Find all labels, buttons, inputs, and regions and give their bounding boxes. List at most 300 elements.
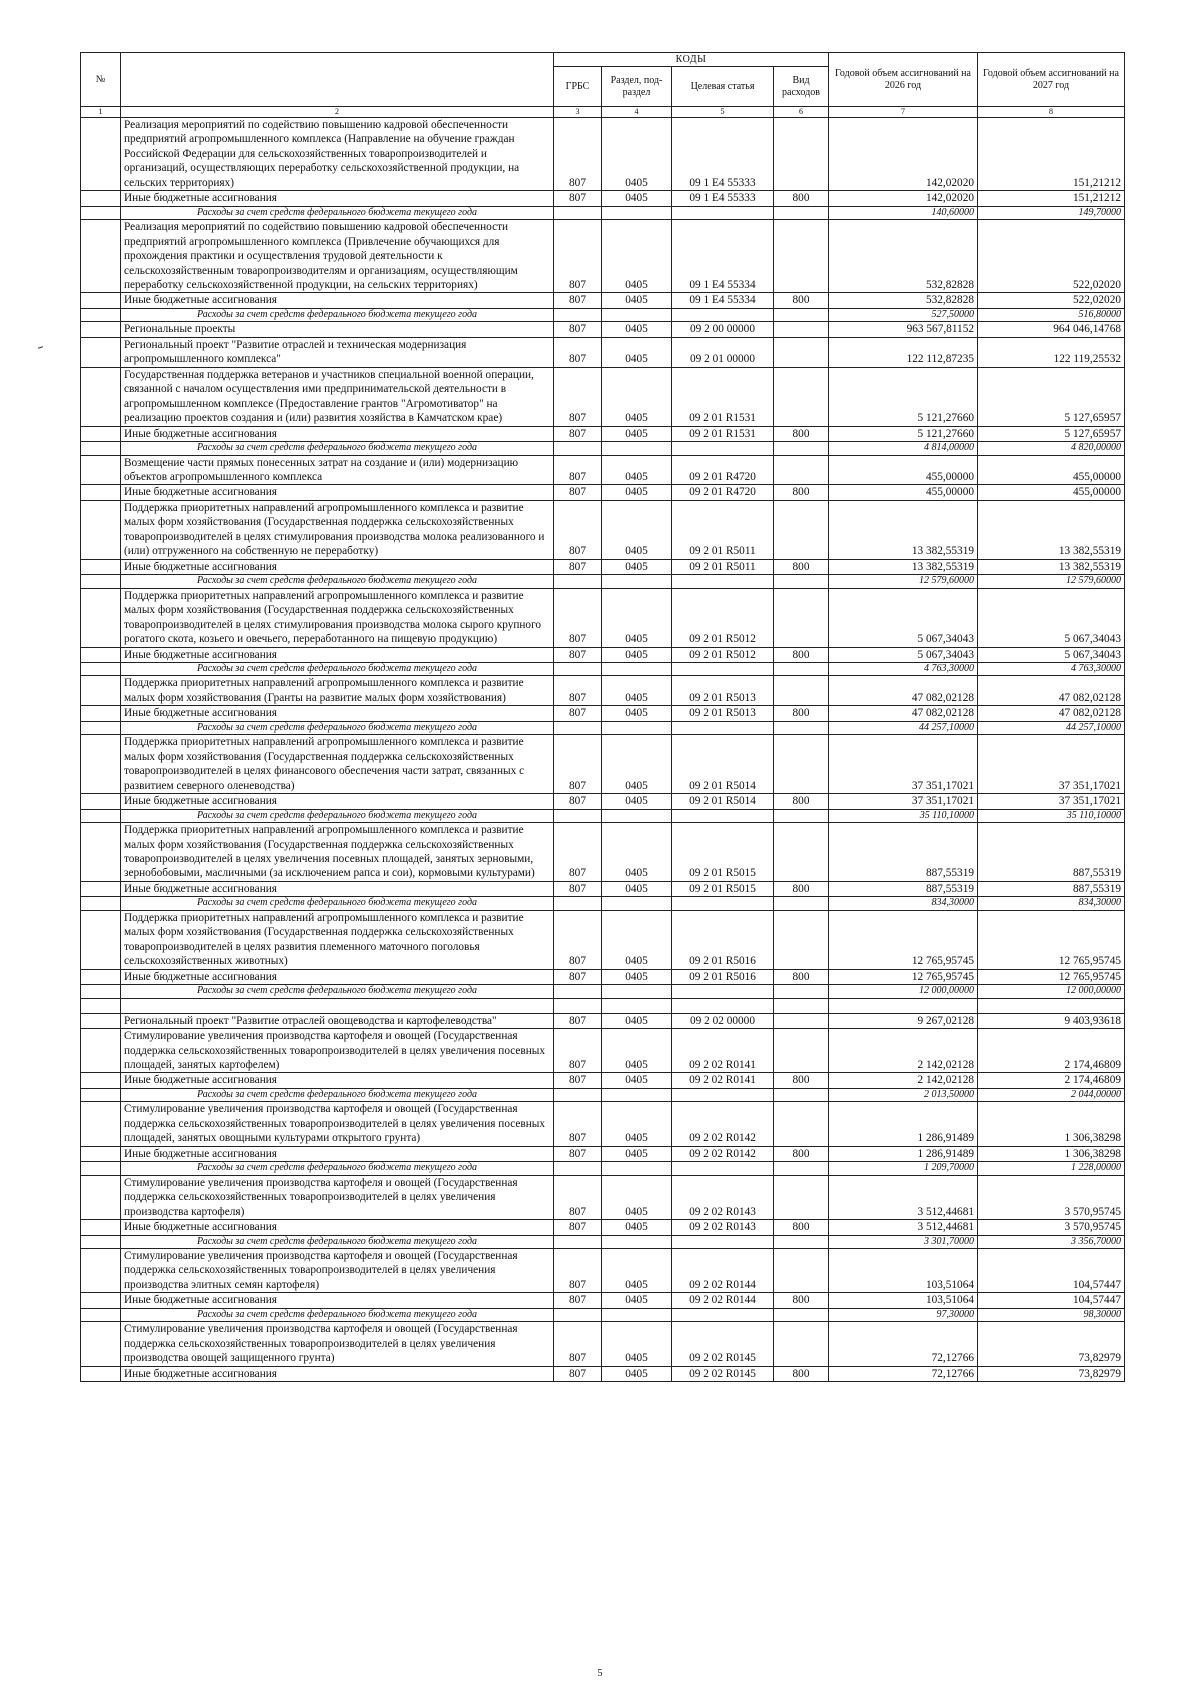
cell-number (81, 706, 121, 721)
cell-number (81, 1322, 121, 1366)
cell-target-article: 09 2 02 R0141 (672, 1073, 774, 1088)
table-row (81, 1322, 1125, 1366)
cell-volume-2027: 13 382,55319 (978, 500, 1125, 559)
column-number: 5 (672, 107, 774, 118)
cell-volume-2027: 5 127,65957 (978, 426, 1125, 441)
cell-section: 0405 (602, 1073, 672, 1088)
cell-name: Стимулирование увеличения производства картофеля и овощей (Государственная поддержка сельскохозяйственных товаропроизводителей в целях увеличения посевных площадей, занятых картофелем) (121, 1029, 554, 1073)
cell-number (81, 1073, 121, 1088)
cell-volume-2026: 3 512,44681 (829, 1220, 978, 1235)
cell-target-article (672, 1162, 774, 1176)
cell-expense-type (774, 721, 829, 735)
cell-expense-type (774, 1235, 829, 1249)
cell-expense-type: 800 (774, 794, 829, 809)
cell-expense-type: 800 (774, 485, 829, 500)
cell-grbs: 807 (554, 337, 602, 367)
cell-name: Расходы за счет средств федерального бюджета текущего года (121, 575, 554, 589)
cell-number (81, 809, 121, 823)
cell-grbs: 807 (554, 647, 602, 662)
table-row (81, 426, 1125, 441)
cell-number (81, 647, 121, 662)
cell-section: 0405 (602, 794, 672, 809)
cell-volume-2026: 13 382,55319 (829, 559, 978, 574)
cell-name: Поддержка приоритетных направлений агропромышленного комплекса и развитие малых форм хозяйствования (Государственная поддержка сельскохозяйственных товаропроизводителей в целях стимулирования производства молока реализованного и (или) отгруженного на собственную не переработку) (121, 500, 554, 559)
cell-target-article: 09 2 01 R5011 (672, 500, 774, 559)
cell-target-article: 09 2 02 00000 (672, 1013, 774, 1028)
cell-expense-type (774, 575, 829, 589)
cell-target-article: 09 2 02 R0144 (672, 1293, 774, 1308)
cell-expense-type (774, 910, 829, 969)
cell-number (81, 1088, 121, 1102)
cell-target-article: 09 2 02 R0145 (672, 1366, 774, 1381)
cell-volume-2026: 72,12766 (829, 1322, 978, 1366)
cell-number (81, 191, 121, 206)
header-section: Раздел, под-раздел (602, 67, 672, 107)
cell-target-article: 09 2 02 R0141 (672, 1029, 774, 1073)
cell-name: Поддержка приоритетных направлений агропромышленного комплекса и развитие малых форм хозяйствования (Государственная поддержка сельскохозяйственных товаропроизводителей в целях финансового обеспечения части затрат, связанных с развитием северного оленеводства) (121, 735, 554, 794)
cell-number (81, 559, 121, 574)
cell-grbs (554, 575, 602, 589)
federal-funds-row (81, 809, 1125, 823)
cell-volume-2027: 12 579,60000 (978, 575, 1125, 589)
cell-target-article (672, 1308, 774, 1322)
table-row (81, 559, 1125, 574)
cell-expense-type: 800 (774, 293, 829, 308)
cell-volume-2027: 964 046,14768 (978, 322, 1125, 337)
table-row (81, 118, 1125, 191)
cell-name: Иные бюджетные ассигнования (121, 969, 554, 984)
cell-volume-2027: 12 000,00000 (978, 985, 1125, 999)
cell-grbs: 807 (554, 676, 602, 706)
cell-section: 0405 (602, 1249, 672, 1293)
cell-volume-2027: 35 110,10000 (978, 809, 1125, 823)
cell-grbs: 807 (554, 1073, 602, 1088)
cell-name: Иные бюджетные ассигнования (121, 191, 554, 206)
table-row (81, 220, 1125, 293)
header-name (121, 53, 554, 107)
column-number: 1 (81, 107, 121, 118)
cell-volume-2027: 104,57447 (978, 1293, 1125, 1308)
cell-section: 0405 (602, 676, 672, 706)
cell-name (121, 998, 554, 1013)
cell-grbs: 807 (554, 500, 602, 559)
cell-grbs (554, 206, 602, 220)
cell-expense-type (774, 442, 829, 456)
cell-grbs: 807 (554, 969, 602, 984)
cell-volume-2027: 834,30000 (978, 897, 1125, 911)
cell-target-article: 09 2 01 R4720 (672, 455, 774, 485)
cell-grbs: 807 (554, 455, 602, 485)
cell-expense-type (774, 676, 829, 706)
cell-volume-2026: 3 301,70000 (829, 1235, 978, 1249)
cell-expense-type: 800 (774, 706, 829, 721)
cell-target-article (672, 897, 774, 911)
scan-mark (38, 346, 43, 348)
cell-name: Стимулирование увеличения производства картофеля и овощей (Государственная поддержка сельскохозяйственных товаропроизводителей в целях увеличения производства картофеля) (121, 1175, 554, 1219)
cell-number (81, 500, 121, 559)
cell-section: 0405 (602, 1175, 672, 1219)
header-grbs: ГРБС (554, 67, 602, 107)
cell-grbs: 807 (554, 706, 602, 721)
cell-volume-2026: 2 013,50000 (829, 1088, 978, 1102)
cell-grbs (554, 897, 602, 911)
cell-name: Поддержка приоритетных направлений агропромышленного комплекса и развитие малых форм хозяйствования (Гранты на развитие малых форм хозяйствования) (121, 676, 554, 706)
cell-expense-type (774, 455, 829, 485)
cell-volume-2026: 963 567,81152 (829, 322, 978, 337)
cell-grbs: 807 (554, 1249, 602, 1293)
header-volume-2027: Годовой объем ассигнований на 2027 год (978, 53, 1125, 107)
cell-volume-2027 (978, 998, 1125, 1013)
federal-funds-row (81, 1162, 1125, 1176)
cell-grbs (554, 1308, 602, 1322)
cell-number (81, 969, 121, 984)
cell-volume-2027: 151,21212 (978, 191, 1125, 206)
cell-expense-type: 800 (774, 559, 829, 574)
cell-expense-type (774, 823, 829, 882)
cell-volume-2026: 887,55319 (829, 881, 978, 896)
cell-volume-2026: 37 351,17021 (829, 735, 978, 794)
cell-target-article (672, 998, 774, 1013)
cell-number (81, 220, 121, 293)
cell-volume-2027: 5 127,65957 (978, 367, 1125, 426)
cell-expense-type (774, 367, 829, 426)
cell-section: 0405 (602, 647, 672, 662)
cell-expense-type: 800 (774, 881, 829, 896)
cell-section (602, 206, 672, 220)
cell-grbs: 807 (554, 118, 602, 191)
cell-volume-2026: 532,82828 (829, 220, 978, 293)
cell-number (81, 1366, 121, 1381)
cell-expense-type (774, 1175, 829, 1219)
cell-expense-type: 800 (774, 1293, 829, 1308)
cell-volume-2026: 47 082,02128 (829, 706, 978, 721)
cell-grbs: 807 (554, 588, 602, 647)
cell-section (602, 1308, 672, 1322)
cell-number (81, 588, 121, 647)
cell-grbs: 807 (554, 1146, 602, 1161)
cell-number (81, 676, 121, 706)
cell-name: Расходы за счет средств федерального бюджета текущего года (121, 206, 554, 220)
cell-grbs: 807 (554, 1293, 602, 1308)
federal-funds-row (81, 1308, 1125, 1322)
cell-section: 0405 (602, 293, 672, 308)
cell-grbs: 807 (554, 881, 602, 896)
cell-volume-2027: 887,55319 (978, 823, 1125, 882)
cell-section (602, 721, 672, 735)
cell-volume-2027: 2 174,46809 (978, 1073, 1125, 1088)
cell-expense-type (774, 1322, 829, 1366)
cell-volume-2026: 142,02020 (829, 191, 978, 206)
header-expense-type: Вид расходов (774, 67, 829, 107)
cell-name: Стимулирование увеличения производства картофеля и овощей (Государственная поддержка сельскохозяйственных товаропроизводителей в целях увеличения производства элитных семян картофеля) (121, 1249, 554, 1293)
cell-section: 0405 (602, 1322, 672, 1366)
cell-volume-2026: 5 067,34043 (829, 588, 978, 647)
cell-volume-2027: 37 351,17021 (978, 735, 1125, 794)
federal-funds-row (81, 721, 1125, 735)
cell-volume-2026: 2 142,02128 (829, 1073, 978, 1088)
cell-target-article: 09 2 01 R5012 (672, 588, 774, 647)
cell-volume-2027: 98,30000 (978, 1308, 1125, 1322)
cell-number (81, 881, 121, 896)
cell-name: Иные бюджетные ассигнования (121, 1366, 554, 1381)
cell-name: Поддержка приоритетных направлений агропромышленного комплекса и развитие малых форм хозяйствования (Государственная поддержка сельскохозяйственных товаропроизводителей в целях стимулирования производства молока сырого крупного рогатого скота, козьего и овечьего, переработанного на пищевую продукцию) (121, 588, 554, 647)
cell-grbs (554, 442, 602, 456)
cell-volume-2027: 5 067,34043 (978, 588, 1125, 647)
cell-volume-2027: 47 082,02128 (978, 676, 1125, 706)
cell-section (602, 662, 672, 676)
federal-funds-row (81, 442, 1125, 456)
cell-volume-2026: 13 382,55319 (829, 500, 978, 559)
cell-volume-2026: 44 257,10000 (829, 721, 978, 735)
cell-volume-2027: 522,02020 (978, 220, 1125, 293)
cell-section: 0405 (602, 735, 672, 794)
table-row (81, 706, 1125, 721)
cell-section (602, 897, 672, 911)
table-row (81, 322, 1125, 337)
cell-number (81, 426, 121, 441)
cell-volume-2027: 9 403,93618 (978, 1013, 1125, 1028)
table-row (81, 1175, 1125, 1219)
cell-expense-type (774, 1088, 829, 1102)
cell-section: 0405 (602, 1029, 672, 1073)
cell-expense-type (774, 1308, 829, 1322)
cell-section (602, 575, 672, 589)
cell-volume-2027: 3 570,95745 (978, 1175, 1125, 1219)
column-number: 3 (554, 107, 602, 118)
cell-target-article (672, 721, 774, 735)
cell-volume-2026: 887,55319 (829, 823, 978, 882)
cell-name: Расходы за счет средств федерального бюджета текущего года (121, 809, 554, 823)
table-row (81, 1146, 1125, 1161)
cell-grbs (554, 809, 602, 823)
cell-expense-type (774, 337, 829, 367)
cell-volume-2027: 151,21212 (978, 118, 1125, 191)
cell-target-article (672, 442, 774, 456)
cell-number (81, 337, 121, 367)
cell-target-article: 09 2 01 R5013 (672, 706, 774, 721)
cell-volume-2027: 2 174,46809 (978, 1029, 1125, 1073)
cell-grbs (554, 985, 602, 999)
cell-volume-2026: 142,02020 (829, 118, 978, 191)
cell-section: 0405 (602, 881, 672, 896)
cell-expense-type (774, 662, 829, 676)
cell-name: Поддержка приоритетных направлений агропромышленного комплекса и развитие малых форм хозяйствования (Государственная поддержка сельскохозяйственных товаропроизводителей в целях развития племенного маточного поголовья сельскохозяйственных животных) (121, 910, 554, 969)
cell-grbs: 807 (554, 1013, 602, 1028)
cell-volume-2027: 47 082,02128 (978, 706, 1125, 721)
cell-expense-type: 800 (774, 1366, 829, 1381)
cell-expense-type (774, 206, 829, 220)
cell-target-article: 09 2 01 R4720 (672, 485, 774, 500)
table-row (81, 367, 1125, 426)
cell-number (81, 1146, 121, 1161)
cell-name: Реализация мероприятий по содействию повышению кадровой обеспеченности предприятий агропромышленного комплекса (Направление на обучение граждан Российской Федерации для сельскохозяйственных товаропроизводителей и организаций, осуществляющих переработку сельскохозяйственной продукции, на сельских территориях) (121, 118, 554, 191)
cell-target-article (672, 1235, 774, 1249)
cell-volume-2026: 9 267,02128 (829, 1013, 978, 1028)
table-row (81, 293, 1125, 308)
cell-target-article: 09 2 01 R5015 (672, 881, 774, 896)
cell-grbs: 807 (554, 735, 602, 794)
cell-name: Расходы за счет средств федерального бюджета текущего года (121, 721, 554, 735)
cell-section (602, 809, 672, 823)
cell-target-article: 09 2 01 R5015 (672, 823, 774, 882)
cell-target-article (672, 1088, 774, 1102)
cell-target-article: 09 1 Е4 55334 (672, 220, 774, 293)
federal-funds-row (81, 662, 1125, 676)
cell-name: Расходы за счет средств федерального бюджета текущего года (121, 308, 554, 322)
cell-grbs: 807 (554, 910, 602, 969)
cell-section: 0405 (602, 588, 672, 647)
cell-volume-2027: 122 119,25532 (978, 337, 1125, 367)
cell-expense-type (774, 998, 829, 1013)
cell-number (81, 897, 121, 911)
cell-number (81, 735, 121, 794)
federal-funds-row (81, 575, 1125, 589)
cell-target-article: 09 1 Е4 55333 (672, 118, 774, 191)
cell-expense-type: 800 (774, 647, 829, 662)
cell-grbs (554, 721, 602, 735)
table-row (81, 823, 1125, 882)
cell-section: 0405 (602, 118, 672, 191)
cell-expense-type (774, 809, 829, 823)
cell-volume-2026: 72,12766 (829, 1366, 978, 1381)
table-row (81, 588, 1125, 647)
federal-funds-row (81, 1088, 1125, 1102)
cell-number (81, 367, 121, 426)
cell-grbs: 807 (554, 823, 602, 882)
table-row (81, 794, 1125, 809)
cell-grbs: 807 (554, 426, 602, 441)
cell-volume-2026: 2 142,02128 (829, 1029, 978, 1073)
cell-number (81, 485, 121, 500)
table-row (81, 735, 1125, 794)
cell-name: Иные бюджетные ассигнования (121, 881, 554, 896)
cell-grbs (554, 662, 602, 676)
cell-name: Возмещение части прямых понесенных затрат на создание и (или) модернизацию объектов агропромышленного комплекса (121, 455, 554, 485)
header-number: № (81, 53, 121, 107)
cell-section: 0405 (602, 559, 672, 574)
cell-target-article: 09 2 01 R1531 (672, 426, 774, 441)
cell-volume-2026: 532,82828 (829, 293, 978, 308)
cell-expense-type: 800 (774, 1220, 829, 1235)
cell-expense-type: 800 (774, 1146, 829, 1161)
cell-section: 0405 (602, 1102, 672, 1146)
cell-grbs: 807 (554, 1029, 602, 1073)
cell-volume-2026: 5 067,34043 (829, 647, 978, 662)
cell-grbs: 807 (554, 220, 602, 293)
column-number: 8 (978, 107, 1125, 118)
table-row (81, 1220, 1125, 1235)
cell-expense-type: 800 (774, 1073, 829, 1088)
cell-name: Расходы за счет средств федерального бюджета текущего года (121, 662, 554, 676)
cell-target-article: 09 1 Е4 55333 (672, 191, 774, 206)
cell-name: Региональный проект "Развитие отраслей овощеводства и картофелеводства" (121, 1013, 554, 1028)
cell-name: Расходы за счет средств федерального бюджета текущего года (121, 1162, 554, 1176)
cell-target-article: 09 2 01 R5014 (672, 735, 774, 794)
cell-target-article (672, 809, 774, 823)
cell-expense-type (774, 985, 829, 999)
cell-volume-2027: 887,55319 (978, 881, 1125, 896)
cell-number (81, 1162, 121, 1176)
cell-volume-2027: 2 044,00000 (978, 1088, 1125, 1102)
cell-section (602, 998, 672, 1013)
cell-name: Иные бюджетные ассигнования (121, 1146, 554, 1161)
cell-section (602, 1088, 672, 1102)
cell-number (81, 575, 121, 589)
cell-target-article: 09 2 02 R0145 (672, 1322, 774, 1366)
table-row (81, 676, 1125, 706)
cell-grbs: 807 (554, 191, 602, 206)
cell-volume-2026: 834,30000 (829, 897, 978, 911)
cell-volume-2026: 47 082,02128 (829, 676, 978, 706)
cell-name: Расходы за счет средств федерального бюджета текущего года (121, 1235, 554, 1249)
cell-number (81, 662, 121, 676)
cell-target-article: 09 2 01 R5016 (672, 969, 774, 984)
cell-volume-2027: 44 257,10000 (978, 721, 1125, 735)
cell-volume-2027: 4 763,30000 (978, 662, 1125, 676)
cell-expense-type (774, 1102, 829, 1146)
cell-target-article: 09 2 01 R5011 (672, 559, 774, 574)
cell-expense-type (774, 897, 829, 911)
cell-volume-2026: 12 579,60000 (829, 575, 978, 589)
table-row (81, 1249, 1125, 1293)
cell-target-article: 09 2 01 R1531 (672, 367, 774, 426)
federal-funds-row (81, 897, 1125, 911)
federal-funds-row (81, 985, 1125, 999)
cell-volume-2026: 97,30000 (829, 1308, 978, 1322)
cell-number (81, 308, 121, 322)
cell-section (602, 1235, 672, 1249)
cell-target-article: 09 2 02 R0142 (672, 1146, 774, 1161)
cell-volume-2027: 104,57447 (978, 1249, 1125, 1293)
cell-volume-2026: 1 286,91489 (829, 1102, 978, 1146)
cell-expense-type (774, 588, 829, 647)
cell-name: Расходы за счет средств федерального бюджета текущего года (121, 442, 554, 456)
cell-number (81, 1175, 121, 1219)
column-number: 2 (121, 107, 554, 118)
cell-section (602, 1162, 672, 1176)
cell-section: 0405 (602, 1146, 672, 1161)
cell-expense-type (774, 1249, 829, 1293)
cell-number (81, 823, 121, 882)
cell-number (81, 455, 121, 485)
cell-target-article: 09 2 01 R5014 (672, 794, 774, 809)
cell-section (602, 442, 672, 456)
cell-grbs (554, 998, 602, 1013)
cell-grbs: 807 (554, 1366, 602, 1381)
cell-grbs: 807 (554, 485, 602, 500)
cell-section: 0405 (602, 367, 672, 426)
federal-funds-row (81, 206, 1125, 220)
cell-name: Расходы за счет средств федерального бюджета текущего года (121, 1088, 554, 1102)
cell-number (81, 1235, 121, 1249)
cell-expense-type (774, 308, 829, 322)
cell-number (81, 1249, 121, 1293)
cell-volume-2026: 12 765,95745 (829, 969, 978, 984)
cell-number (81, 794, 121, 809)
cell-section: 0405 (602, 1013, 672, 1028)
column-number: 7 (829, 107, 978, 118)
cell-volume-2026: 122 112,87235 (829, 337, 978, 367)
cell-number (81, 1293, 121, 1308)
cell-section: 0405 (602, 1366, 672, 1381)
cell-grbs: 807 (554, 322, 602, 337)
cell-name: Поддержка приоритетных направлений агропромышленного комплекса и развитие малых форм хозяйствования (Государственная поддержка сельскохозяйственных товаропроизводителей в целях увеличения посевных площадей, занятых зерновыми, зернобобовыми, масличными (за исключением рапса и сои), кормовыми культурами) (121, 823, 554, 882)
cell-volume-2027: 1 306,38298 (978, 1102, 1125, 1146)
cell-expense-type (774, 1013, 829, 1028)
cell-volume-2026: 37 351,17021 (829, 794, 978, 809)
cell-target-article: 09 2 01 R5016 (672, 910, 774, 969)
cell-section: 0405 (602, 823, 672, 882)
